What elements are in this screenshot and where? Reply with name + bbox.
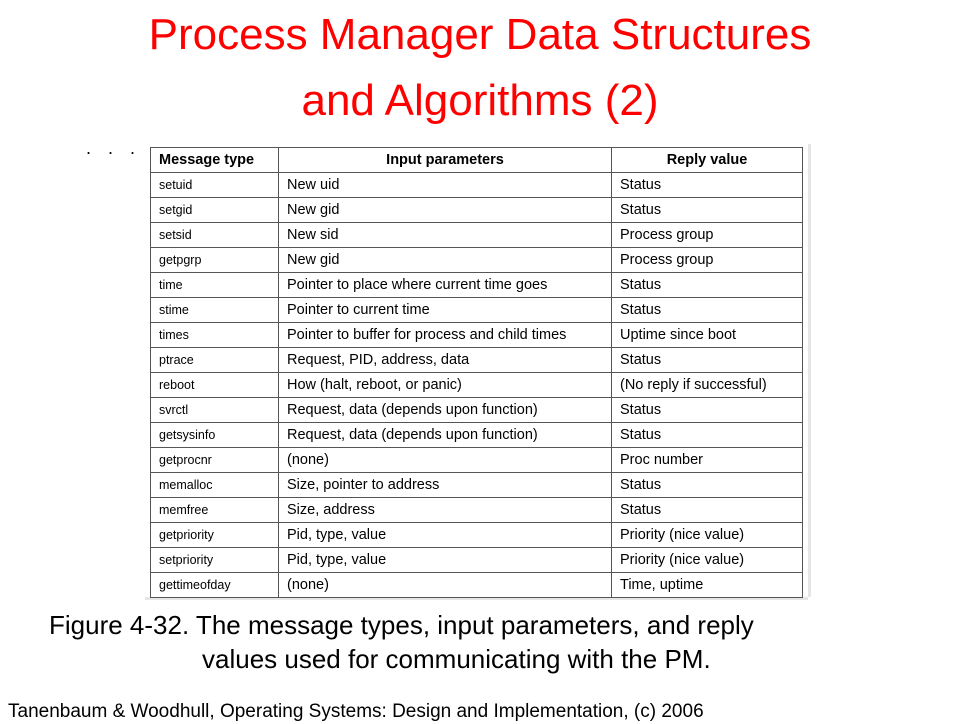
cell-reply-value: Status: [612, 473, 803, 498]
caption-line-1: Figure 4-32. The message types, input parameters, and reply: [49, 610, 754, 640]
table-row: [151, 348, 803, 373]
cell-input-parameters: Pid, type, value: [279, 548, 612, 573]
cell-message-type: reboot: [151, 373, 279, 398]
cell-reply-value: Status: [612, 423, 803, 448]
figure-caption: [40, 608, 930, 676]
cell-input-parameters: Size, address: [279, 498, 612, 523]
table-row: [151, 423, 803, 448]
cell-reply-value: Status: [612, 398, 803, 423]
cell-input-parameters: Pid, type, value: [279, 523, 612, 548]
cell-input-parameters: New gid: [279, 248, 612, 273]
cell-reply-value: Status: [612, 498, 803, 523]
title-line-1: Process Manager Data Structures: [148, 10, 812, 59]
ellipsis-marker: . . .: [86, 138, 142, 158]
cell-message-type: stime: [151, 298, 279, 323]
cell-message-type: memalloc: [151, 473, 279, 498]
cell-input-parameters: New gid: [279, 198, 612, 223]
cell-reply-value: Status: [612, 198, 803, 223]
cell-input-parameters: Request, data (depends upon function): [279, 423, 612, 448]
cell-input-parameters: Pointer to place where current time goes: [279, 273, 612, 298]
cell-reply-value: Process group: [612, 223, 803, 248]
cell-message-type: svrctl: [151, 398, 279, 423]
cell-message-type: getprocnr: [151, 448, 279, 473]
cell-input-parameters: Pointer to current time: [279, 298, 612, 323]
cell-reply-value: Status: [612, 273, 803, 298]
cell-message-type: getpriority: [151, 523, 279, 548]
footer-citation: Tanenbaum & Woodhull, Operating Systems: Design and Implementation, (c) 2006: [8, 701, 704, 722]
table-row: [151, 548, 803, 573]
header-reply-value: Reply value: [612, 148, 803, 173]
cell-input-parameters: (none): [279, 448, 612, 473]
cell-message-type: gettimeofday: [151, 573, 279, 598]
cell-message-type: time: [151, 273, 279, 298]
cell-reply-value: (No reply if successful): [612, 373, 803, 398]
table-row: [151, 198, 803, 223]
cell-message-type: ptrace: [151, 348, 279, 373]
table-row: [151, 523, 803, 548]
table-figure: [145, 144, 808, 597]
cell-message-type: setpriority: [151, 548, 279, 573]
table-header-row: [151, 148, 803, 173]
cell-reply-value: Status: [612, 298, 803, 323]
cell-message-type: setuid: [151, 173, 279, 198]
cell-message-type: setgid: [151, 198, 279, 223]
table-row: [151, 323, 803, 348]
cell-input-parameters: New sid: [279, 223, 612, 248]
table-row: [151, 223, 803, 248]
cell-message-type: memfree: [151, 498, 279, 523]
cell-input-parameters: Size, pointer to address: [279, 473, 612, 498]
table-body: [151, 173, 803, 598]
cell-message-type: setsid: [151, 223, 279, 248]
cell-reply-value: Uptime since boot: [612, 323, 803, 348]
cell-reply-value: Priority (nice value): [612, 548, 803, 573]
cell-input-parameters: Request, data (depends upon function): [279, 398, 612, 423]
table-row: [151, 498, 803, 523]
cell-input-parameters: Request, PID, address, data: [279, 348, 612, 373]
table-row: [151, 298, 803, 323]
cell-reply-value: Process group: [612, 248, 803, 273]
table-row: [151, 473, 803, 498]
header-input-parameters: Input parameters: [279, 148, 612, 173]
cell-reply-value: Status: [612, 348, 803, 373]
cell-message-type: getpgrp: [151, 248, 279, 273]
cell-input-parameters: (none): [279, 573, 612, 598]
cell-message-type: getsysinfo: [151, 423, 279, 448]
table-row: [151, 373, 803, 398]
cell-reply-value: Priority (nice value): [612, 523, 803, 548]
slide-title: [0, 2, 960, 134]
table-row: [151, 248, 803, 273]
header-message-type: Message type: [151, 148, 279, 173]
cell-reply-value: Time, uptime: [612, 573, 803, 598]
cell-input-parameters: Pointer to buffer for process and child times: [279, 323, 612, 348]
table-row: [151, 398, 803, 423]
cell-reply-value: Status: [612, 173, 803, 198]
table-row: [151, 448, 803, 473]
table-row: [151, 173, 803, 198]
message-types-table: [150, 147, 803, 598]
cell-message-type: times: [151, 323, 279, 348]
table-row: [151, 573, 803, 598]
title-line-2: and Algorithms (2): [301, 76, 659, 125]
caption-line-2: values used for communicating with the PM.: [202, 644, 711, 674]
cell-input-parameters: New uid: [279, 173, 612, 198]
table-row: [151, 273, 803, 298]
cell-reply-value: Proc number: [612, 448, 803, 473]
cell-input-parameters: How (halt, reboot, or panic): [279, 373, 612, 398]
